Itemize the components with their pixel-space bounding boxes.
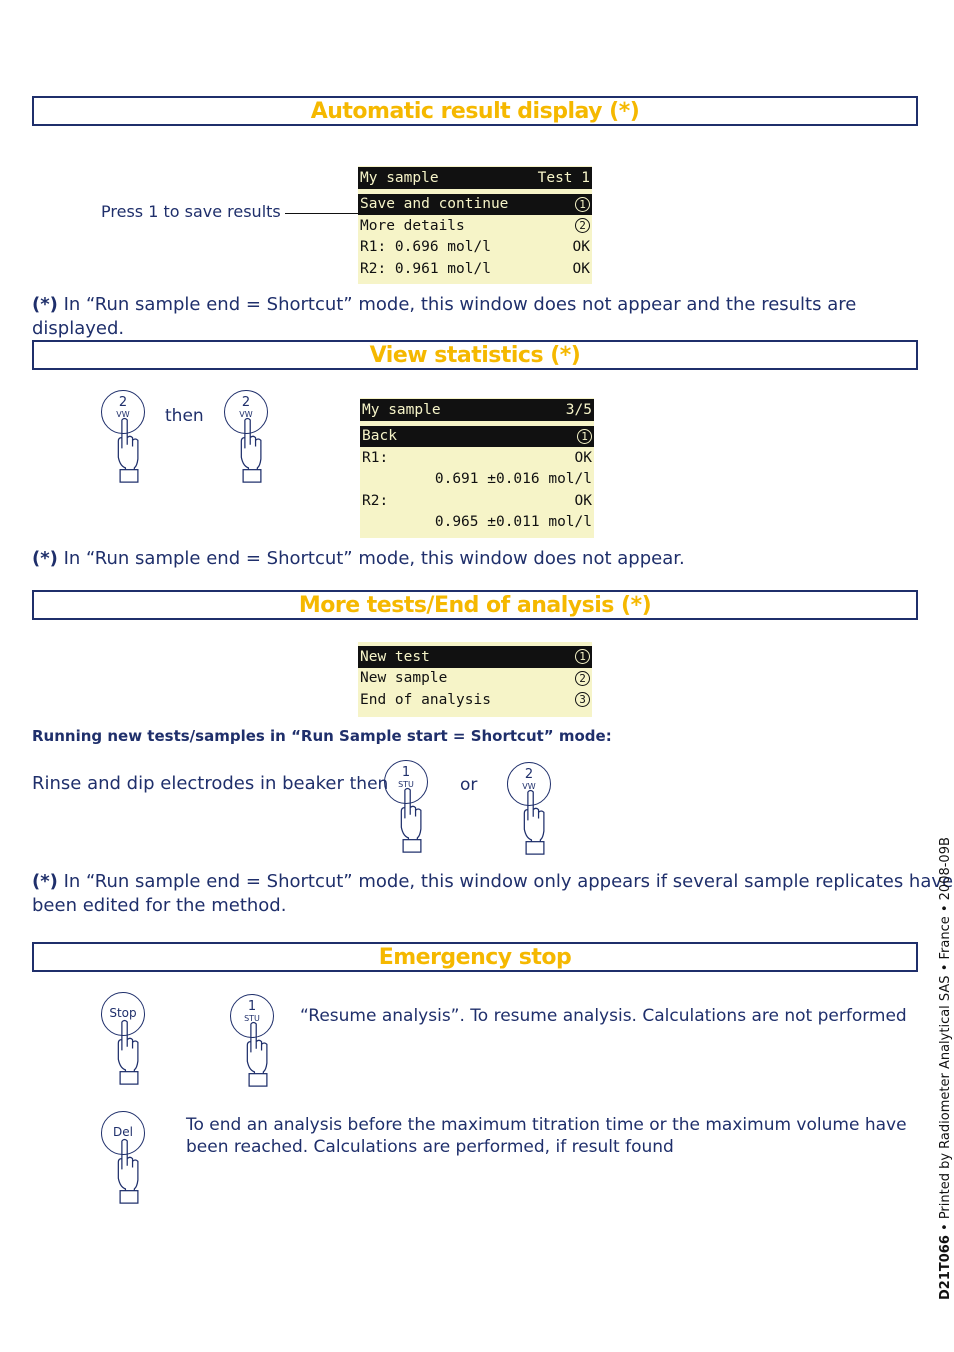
callout-text: Press 1 to save results (101, 202, 281, 221)
key-1-icon: 1 (575, 649, 590, 664)
pointing-hand-icon (236, 416, 268, 486)
lcd-screen-more-tests (358, 642, 592, 717)
pointing-hand-icon (113, 416, 145, 486)
running-heading: Running new tests/samples in “Run Sample start = Shortcut” mode: (32, 727, 612, 745)
lcd-menu-back[interactable] (360, 426, 594, 448)
then-text: then (349, 774, 389, 794)
lcd-row-label: New test (360, 648, 430, 665)
lcd-result-r1-value (360, 469, 594, 491)
key-letters: VW (116, 410, 130, 419)
key-number: 1 (247, 999, 257, 1014)
lcd-row-status: OK (572, 260, 590, 277)
note-text: In “Run sample end = Shortcut” mode, this window does not appear. (57, 548, 685, 569)
lcd-menu-new-test[interactable] (358, 646, 592, 668)
key-letters: STU (398, 780, 414, 789)
key-number: 2 (241, 395, 251, 410)
section-title: Emergency stop (378, 944, 572, 970)
lcd-row-label: R2: 0.961 mol/l (360, 260, 491, 277)
lcd-row-label: R1: (362, 449, 389, 466)
lcd-title-right: 3/5 (565, 401, 592, 418)
note-more-tests (32, 870, 953, 918)
section-header-auto-result (32, 96, 918, 126)
key-2-vw-button[interactable] (224, 390, 276, 490)
key-number: 1 (401, 765, 411, 780)
end-text-line1: To end an analysis before the maximum titration time or the maximum volume have (186, 1115, 907, 1135)
note-text-line1: In “Run sample end = Shortcut” mode, this window only appears if several sample replicates have (57, 871, 954, 892)
key-number: 2 (524, 767, 534, 782)
note-text: In “Run sample end = Shortcut” mode, this window does not appear and the results are displayed. (32, 294, 857, 339)
callout-line (285, 213, 359, 214)
lcd-title-left: My sample (360, 169, 439, 186)
key-2-vw-button[interactable] (101, 390, 153, 490)
lcd-result-r1 (360, 447, 594, 469)
note-view-stats (32, 547, 685, 571)
pointing-hand-icon (242, 1020, 274, 1090)
lcd-result-r2 (358, 258, 592, 280)
section-header-emergency (32, 942, 918, 972)
end-analysis-text (186, 1114, 907, 1158)
key-2-icon: 2 (575, 671, 590, 686)
note-mark: (*) (32, 871, 58, 892)
rinse-text (32, 773, 388, 794)
section-title: View statistics (*) (369, 342, 581, 368)
lcd-result-r2 (360, 490, 594, 512)
key-letters: VW (239, 410, 253, 419)
lcd-row-label: Save and continue (360, 196, 509, 213)
pointing-hand-icon (113, 1018, 145, 1088)
lcd-menu-new-sample[interactable] (358, 668, 592, 690)
document-footer (938, 837, 953, 1300)
lcd-result-r1 (358, 237, 592, 259)
key-2-vw-button[interactable] (507, 762, 559, 862)
lcd-result-r2-value (360, 512, 594, 534)
lcd-screen-results (358, 166, 592, 284)
key-3-icon: 3 (575, 692, 590, 707)
key-2-icon: 2 (575, 218, 590, 233)
printer-info: • Printed by Radiometer Analytical SAS • France • 2008-09B (938, 837, 953, 1236)
lcd-menu-more-details[interactable] (358, 215, 592, 237)
then-text: then (165, 406, 204, 426)
section-title: More tests/End of analysis (*) (298, 592, 652, 618)
section-title: Automatic result display (*) (310, 98, 640, 124)
rinse-label: Rinse and dip electrodes in beaker (32, 773, 344, 794)
lcd-row-label: Back (362, 428, 397, 445)
lcd-row-label: New sample (360, 670, 448, 687)
note-mark: (*) (32, 548, 58, 569)
key-word: Stop (109, 1006, 137, 1020)
lcd-row-value: 0.965 ±0.011 mol/l (434, 514, 592, 531)
lcd-row-status: OK (572, 239, 590, 256)
lcd-row-label: R2: (362, 492, 389, 509)
del-key-button[interactable] (101, 1111, 153, 1211)
lcd-row-label: R1: 0.696 mol/l (360, 239, 491, 256)
document-code: D21T066 (938, 1235, 953, 1300)
section-header-more-tests (32, 590, 918, 620)
lcd-row-label: End of analysis (360, 691, 491, 708)
lcd-screen-statistics (360, 398, 594, 538)
lcd-menu-save-continue[interactable] (358, 194, 592, 216)
lcd-menu-end-analysis[interactable] (358, 689, 592, 711)
pointing-hand-icon (396, 786, 428, 856)
lcd-row-status: OK (574, 492, 592, 509)
note-mark: (*) (32, 294, 58, 315)
pointing-hand-icon (113, 1137, 145, 1207)
key-letters: STU (244, 1014, 260, 1023)
resume-text: “Resume analysis”. To resume analysis. Calculations are not performed (300, 1006, 907, 1026)
key-number: 2 (118, 395, 128, 410)
lcd-title-row (358, 167, 592, 189)
key-1-stu-button[interactable] (230, 994, 282, 1094)
end-text-line2: been reached. Calculations are performed, if result found (186, 1137, 674, 1157)
lcd-title-right: Test 1 (537, 169, 590, 186)
key-1-icon: 1 (577, 429, 592, 444)
lcd-title-row (360, 399, 594, 421)
or-text: or (460, 775, 478, 795)
stop-key-button[interactable] (101, 992, 153, 1092)
pointing-hand-icon (519, 788, 551, 858)
key-letters: VW (522, 782, 536, 791)
key-1-stu-button[interactable] (384, 760, 436, 860)
key-word: Del (113, 1125, 133, 1139)
lcd-row-value: 0.691 ±0.016 mol/l (434, 471, 592, 488)
lcd-row-label: More details (360, 217, 465, 234)
note-auto-result (32, 293, 954, 341)
section-header-view-stats (32, 340, 918, 370)
key-1-icon: 1 (575, 197, 590, 212)
lcd-title-left: My sample (362, 401, 441, 418)
note-text-line2: been edited for the method. (32, 895, 287, 916)
lcd-row-status: OK (574, 449, 592, 466)
